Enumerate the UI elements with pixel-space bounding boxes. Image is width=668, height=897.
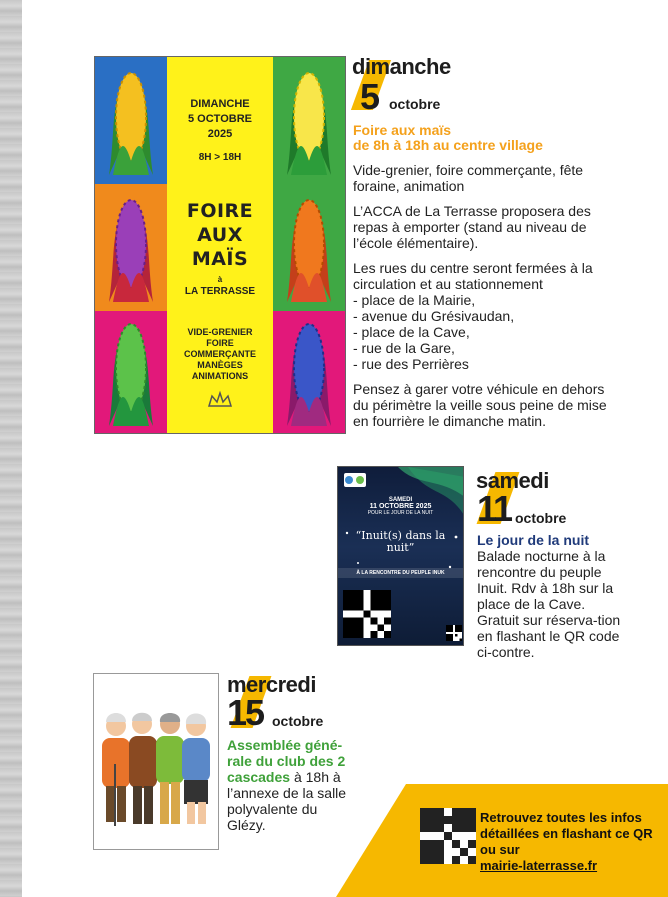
footer-info	[480, 810, 660, 874]
corn-tile-light	[273, 57, 345, 184]
event1-street: - place de la Mairie,	[353, 292, 476, 308]
poster-title-line1: FOIRE	[186, 200, 254, 222]
poster-title-line3: MAÏS	[191, 248, 249, 270]
poster-date-line3: 2025	[207, 128, 233, 140]
corn-icon	[283, 316, 335, 428]
corn-tile-purple	[95, 184, 167, 311]
event1-para4: Pensez à garer votre véhicule en dehors du périmètre la veille sous peine de mise en fourrière le dimanche matin.	[353, 381, 607, 429]
left-stripe	[0, 0, 22, 897]
event1-para1: Vide-grenier, foire commerçante, fête foraine, animation	[353, 162, 584, 194]
event3-number: 15	[227, 692, 264, 733]
event1-para3: Les rues du centre seront fermées à la circulation et au stationnement	[353, 260, 593, 292]
corn-tile-yellow	[95, 57, 167, 184]
event2-day: samedi	[476, 468, 549, 493]
event3-text: à 18h à l’annexe de la salle polyvalente du Glézy.	[227, 769, 347, 833]
event1-street: - place de la Cave,	[353, 324, 470, 340]
event1-street: - avenue du Grésivaudan,	[353, 308, 515, 324]
event3-subtitle: Assemblée géné-rale du club des 2 cascades	[227, 737, 346, 785]
event1-street: - rue des Perrières	[353, 356, 469, 372]
event2-subtitle: Le jour de la nuit	[477, 532, 590, 548]
corn-icon	[105, 65, 157, 177]
night-poster-date2: 11 OCTOBRE 2025	[369, 503, 432, 510]
poster-activity: ANIMATIONS	[191, 371, 249, 381]
event1-month: octobre	[389, 96, 441, 112]
night-poster-title: “Inuit(s) dans la nuit”	[355, 529, 446, 554]
qr-code-icon[interactable]	[420, 808, 476, 864]
event3-month: octobre	[272, 713, 324, 729]
poster-date-line2: 5 OCTOBRE	[188, 113, 252, 125]
small-qr-icon	[446, 625, 462, 641]
event1-subtitle-line2: de 8h à 18h au centre village	[353, 137, 543, 153]
corn-tile-orange	[273, 184, 345, 311]
poster-activity: MANÈGES	[197, 360, 243, 370]
event1-subtitle	[353, 123, 543, 153]
poster-date-line1: DIMANCHE	[190, 98, 250, 110]
poster-activity: FOIRE	[206, 338, 234, 348]
event1-day: dimanche	[352, 54, 451, 79]
corn-tile-blue	[273, 311, 345, 433]
corn-icon	[283, 65, 335, 177]
corn-tile-green	[95, 311, 167, 433]
event1-para2: L’ACCA de La Terrasse proposera des repas à emporter (stand au niveau de l’école élémentaire).	[353, 203, 591, 251]
corn-icon	[105, 192, 157, 304]
crown-logo-icon	[207, 390, 233, 410]
elderly-group-icon	[94, 674, 218, 849]
event2-month: octobre	[515, 510, 567, 526]
poster-center-panel	[167, 57, 273, 433]
event2-number: 11	[477, 488, 512, 529]
footer-qr-code[interactable]	[420, 808, 476, 864]
jour-de-la-nuit-poster	[337, 466, 464, 646]
event1-number: 5	[360, 76, 379, 117]
poster-location: LA TERRASSE	[184, 286, 256, 297]
poster-activity: COMMERÇANTE	[184, 349, 256, 359]
footer-info-text: Retrouvez toutes les infos détaillées en flashant ce QR ou sur	[480, 810, 653, 857]
qr-code-icon[interactable]	[343, 590, 391, 638]
corn-icon	[105, 316, 157, 428]
elders-illustration	[93, 673, 219, 850]
poster-a: à	[217, 275, 223, 284]
night-poster-banner: À LA RENCONTRE DU PEUPLE INUK	[338, 568, 463, 578]
event3-day: mercredi	[227, 672, 316, 697]
corn-icon	[283, 192, 335, 304]
event1-subtitle-line1: Foire aux maïs	[353, 122, 452, 138]
night-poster-date: SAMEDI	[388, 497, 413, 503]
poster-activities	[167, 327, 273, 382]
event2-body: Balade nocturne à la rencontre du peuple Inuit. Rdv à 18h sur la place de la Cave. Gratuit sur réserva-tion en flashant le QR code ci-contre.	[477, 548, 621, 660]
event1-street: - rue de la Gare,	[353, 340, 455, 356]
poster-time: 8H > 18H	[198, 152, 242, 163]
poster-activity: VIDE-GRENIER	[187, 327, 253, 337]
poster-title-line2: AUX	[197, 224, 243, 246]
footer-link[interactable]: mairie-laterrasse.fr	[480, 858, 598, 873]
event1-body	[353, 162, 608, 438]
night-poster-sub: POUR LE JOUR DE LA NUIT	[367, 510, 434, 516]
foire-aux-mais-poster	[94, 56, 346, 434]
